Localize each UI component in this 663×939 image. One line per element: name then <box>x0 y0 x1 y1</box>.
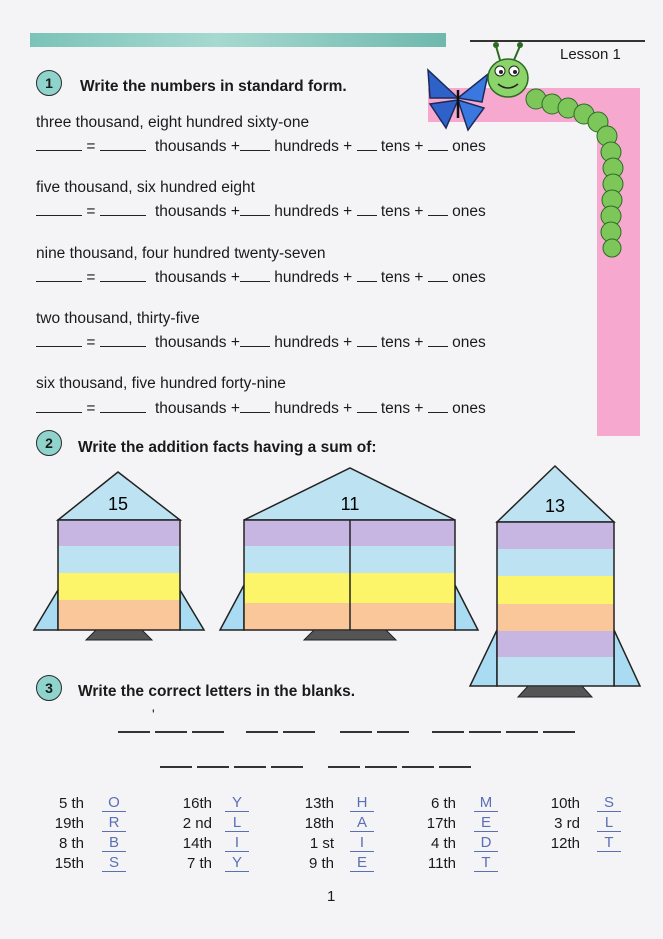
section-3-badge: 3 <box>36 675 62 701</box>
key-letter: H <box>350 794 374 812</box>
equals-sign: = <box>86 203 96 220</box>
ordinal-label: 4 th <box>430 835 456 852</box>
ordinal-label: 3 rd <box>554 815 580 832</box>
problem-words: nine thousand, four hundred twenty-seven <box>36 245 326 262</box>
ordinal-label: 11th <box>427 855 456 872</box>
key-letter: D <box>474 834 498 852</box>
tens-label: tens + <box>380 269 424 286</box>
tens-label: tens + <box>380 334 424 351</box>
letter-blank[interactable] <box>283 731 315 733</box>
ones-label: ones <box>452 269 486 286</box>
letter-blank[interactable] <box>160 766 192 768</box>
ordinal-label: 1 st <box>309 835 334 852</box>
section-1-badge: 1 <box>36 70 62 96</box>
ones-label: ones <box>452 203 486 220</box>
ordinal-label: 19th <box>54 815 84 832</box>
ordinal-label: 6 th <box>430 795 456 812</box>
hundreds-label: hundreds + <box>274 203 353 220</box>
key-letter: I <box>225 834 249 852</box>
key-letter: T <box>597 834 621 852</box>
key-letter: S <box>102 854 126 872</box>
tens-label: tens + <box>380 138 424 155</box>
key-letter: Y <box>225 854 249 872</box>
letter-blank[interactable] <box>197 766 229 768</box>
ordinal-label: 9 th <box>308 855 334 872</box>
ones-label: ones <box>452 138 486 155</box>
equals-sign: = <box>86 138 96 155</box>
ones-label: ones <box>452 400 486 417</box>
ordinal-label: 2 nd <box>182 815 212 832</box>
key-letter: M <box>474 794 498 812</box>
letter-blank[interactable] <box>402 766 434 768</box>
letter-blank[interactable] <box>328 766 360 768</box>
ordinal-label: 12th <box>550 835 580 852</box>
problem-words: three thousand, eight hundred sixty-one <box>36 114 310 131</box>
letter-blank[interactable] <box>365 766 397 768</box>
thousands-label: thousands + <box>155 203 240 220</box>
letter-blank[interactable] <box>340 731 372 733</box>
section-3-title: Write the correct letters in the blanks. <box>78 683 356 700</box>
ordinal-label: 17th <box>426 815 456 832</box>
section-2-title: Write the addition facts having a sum of: <box>78 439 377 456</box>
section-1-title: Write the numbers in standard form. <box>80 78 347 95</box>
page-number: 1 <box>327 888 336 905</box>
letter-blank[interactable] <box>271 766 303 768</box>
equals-sign: = <box>86 400 96 417</box>
letter-blank[interactable] <box>377 731 409 733</box>
key-letter: L <box>597 814 621 832</box>
rocket-sum-label: 11 <box>340 494 360 514</box>
letter-blank[interactable] <box>246 731 278 733</box>
ordinal-label: 14th <box>182 835 212 852</box>
ordinal-label: 16th <box>182 795 212 812</box>
problem-words: two thousand, thirty-five <box>36 310 200 327</box>
equals-sign: = <box>86 269 96 286</box>
problem-words: six thousand, five hundred forty-nine <box>36 375 286 392</box>
thousands-label: thousands + <box>155 138 240 155</box>
rocket-sum-label: 13 <box>544 496 566 516</box>
ordinal-label: 7 th <box>186 855 212 872</box>
lesson-title: Lesson 1 <box>560 46 621 63</box>
key-letter: S <box>597 794 621 812</box>
ordinal-label: 18th <box>304 815 334 832</box>
letter-blank[interactable] <box>118 731 150 733</box>
ones-label: ones <box>452 334 486 351</box>
thousands-label: thousands + <box>155 334 240 351</box>
equals-sign: = <box>86 334 96 351</box>
letter-blank[interactable] <box>439 766 471 768</box>
tens-label: tens + <box>380 203 424 220</box>
key-letter: B <box>102 834 126 852</box>
letter-blank[interactable] <box>192 731 224 733</box>
key-letter: Y <box>225 794 249 812</box>
ordinal-label: 10th <box>550 795 580 812</box>
ordinal-label: 5 th <box>58 795 84 812</box>
apostrophe: ' <box>152 706 155 722</box>
letter-blank[interactable] <box>234 766 266 768</box>
hundreds-label: hundreds + <box>274 400 353 417</box>
key-letter: O <box>102 794 126 812</box>
key-letter: A <box>350 814 374 832</box>
hundreds-label: hundreds + <box>274 269 353 286</box>
key-letter: L <box>225 814 249 832</box>
ordinal-label: 8 th <box>58 835 84 852</box>
problem-words: five thousand, six hundred eight <box>36 179 255 196</box>
rocket-sum-label: 15 <box>107 494 129 514</box>
key-letter: E <box>474 814 498 832</box>
hundreds-label: hundreds + <box>274 138 353 155</box>
thousands-label: thousands + <box>155 400 240 417</box>
ordinal-label: 15th <box>54 855 84 872</box>
ordinal-label: 13th <box>304 795 334 812</box>
thousands-label: thousands + <box>155 269 240 286</box>
key-letter: T <box>474 854 498 872</box>
key-letter: E <box>350 854 374 872</box>
letter-blank[interactable] <box>432 731 464 733</box>
hundreds-label: hundreds + <box>274 334 353 351</box>
letter-blank[interactable] <box>543 731 575 733</box>
tens-label: tens + <box>380 400 424 417</box>
section-2-badge: 2 <box>36 430 62 456</box>
key-letter: R <box>102 814 126 832</box>
letter-blank[interactable] <box>506 731 538 733</box>
letter-blank[interactable] <box>155 731 187 733</box>
key-letter: I <box>350 834 374 852</box>
letter-blank[interactable] <box>469 731 501 733</box>
